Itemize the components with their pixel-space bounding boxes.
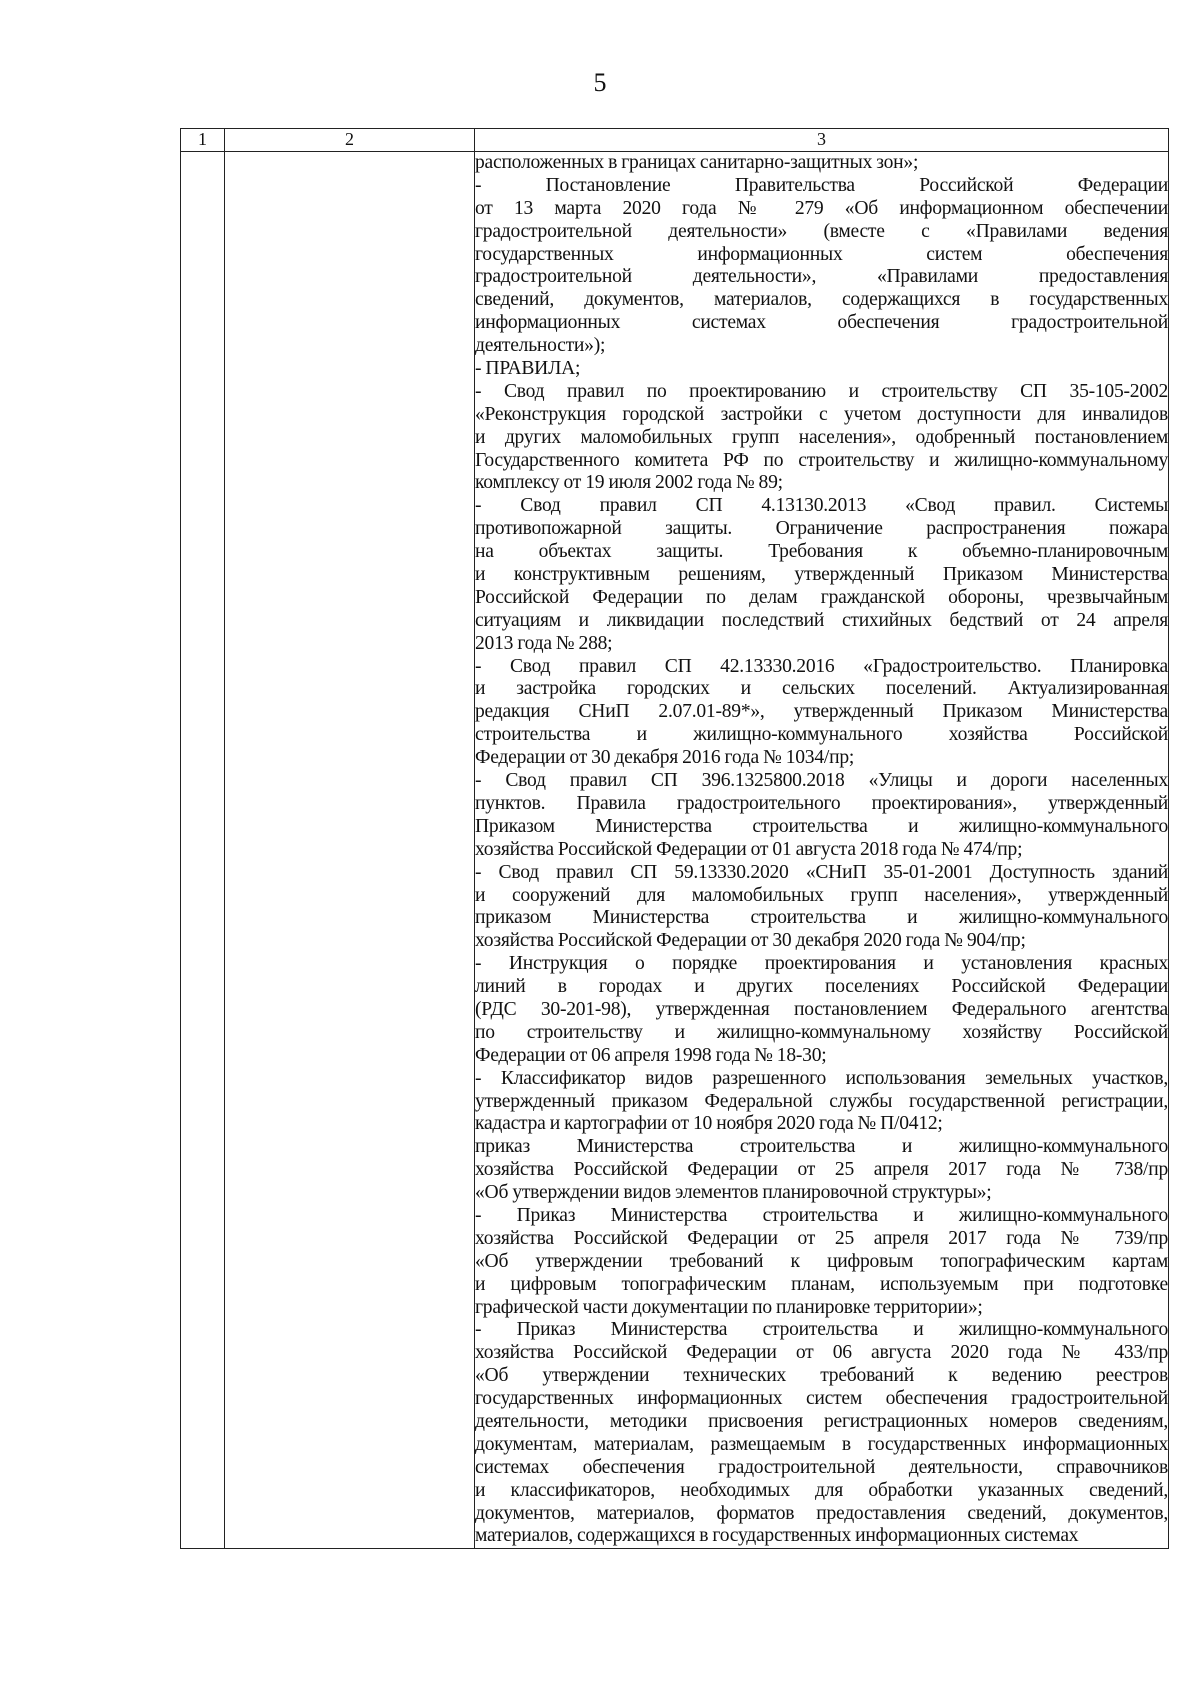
text-line: - Инструкция о порядке проектирования и установления красных	[475, 953, 1168, 975]
text-line: строительства и жилищно-коммунального хозяйства Российской	[475, 724, 1168, 746]
text-line: градостроительной деятельности», «Правилами предоставления	[475, 266, 1168, 288]
text-line: утвержденный приказом Федеральной службы государственной регистрации,	[475, 1090, 1168, 1112]
list-item	[475, 152, 1168, 175]
text-line: материалов, содержащихся в государственных информационных системах	[475, 1525, 1079, 1547]
regulations-list	[475, 152, 1168, 1548]
text-line: «Об утверждении требований к цифровым топографическим картам	[475, 1250, 1168, 1272]
list-item	[475, 1205, 1168, 1319]
text-line: и сооружений для маломобильных групп населения», утвержденный	[475, 884, 1168, 906]
list-item	[475, 175, 1168, 358]
text-line: документам, материалам, размещаемым в государственных информационных	[475, 1433, 1168, 1455]
text-line: - Свод правил по проектированию и строительству СП 35-105-2002	[475, 380, 1168, 402]
text-line: «Реконструкция городской застройки с учетом доступности для инвалидов	[475, 403, 1168, 425]
text-line: хозяйства Российской Федерации от 25 апреля 2017 года № 739/пр	[475, 1227, 1168, 1249]
list-item	[475, 770, 1168, 862]
text-line: кадастра и картографии от 10 ноября 2020 года № П/0412;	[475, 1113, 943, 1135]
text-line: - Свод правил СП 396.1325800.2018 «Улицы и дороги населенных	[475, 770, 1168, 792]
text-line: Российской Федерации по делам гражданской обороны, чрезвычайным	[475, 586, 1168, 608]
text-line: редакция СНиП 2.07.01-89*», утвержденный Приказом Министерства	[475, 701, 1168, 723]
text-line: Приказом Министерства строительства и жилищно-коммунального	[475, 815, 1168, 837]
text-line: 2013 года № 288;	[475, 632, 613, 654]
text-line: и конструктивным решениям, утвержденный Приказом Министерства	[475, 564, 1168, 586]
text-line: сведений, документов, материалов, содержащихся в государственных	[475, 289, 1168, 311]
list-item	[475, 656, 1168, 770]
list-item	[475, 862, 1168, 954]
text-line: Федерации от 06 апреля 1998 года № 18-30;	[475, 1044, 827, 1066]
text-line: хозяйства Российской Федерации от 06 августа 2020 года № 433/пр	[475, 1342, 1168, 1364]
column-2-cell	[225, 152, 475, 1549]
text-line: и других маломобильных групп населения», одобренный постановлением	[475, 426, 1168, 448]
text-line: графической части документации по планировке территории»;	[475, 1296, 983, 1318]
text-line: (РДС 30-201-98), утвержденная постановлением Федерального агентства	[475, 998, 1168, 1020]
text-line: системах обеспечения градостроительной деятельности, справочников	[475, 1456, 1168, 1478]
table-row	[181, 152, 1169, 1549]
text-line: - Приказ Министерства строительства и жилищно-коммунального	[475, 1204, 1168, 1226]
text-line: - Постановление Правительства Российской Федерации	[475, 174, 1168, 196]
text-line: комплексу от 19 июля 2002 года № 89;	[475, 472, 783, 494]
text-line: приказом Министерства строительства и жилищно-коммунального	[475, 907, 1168, 929]
text-line: противопожарной защиты. Ограничение распространения пожара	[475, 518, 1168, 540]
text-line: и застройка городских и сельских поселений. Актуализированная	[475, 678, 1168, 700]
text-line: государственных информационных систем обеспечения	[475, 243, 1168, 265]
list-item	[475, 1068, 1168, 1137]
text-line: пунктов. Правила градостроительного проектирования», утвержденный	[475, 792, 1168, 814]
text-line: на объектах защиты. Требования к объемно-планировочным	[475, 541, 1168, 563]
text-line: приказ Министерства строительства и жилищно-коммунального	[475, 1136, 1168, 1158]
text-line: хозяйства Российской Федерации от 25 апреля 2017 года № 738/пр	[475, 1159, 1168, 1181]
text-line: - Свод правил СП 4.13130.2013 «Свод правил. Системы	[475, 495, 1168, 517]
text-line: и классификаторов, необходимых для обработки указанных сведений,	[475, 1479, 1168, 1501]
list-item	[475, 1136, 1168, 1205]
text-line: «Об утверждении технических требований к ведению реестров	[475, 1365, 1168, 1387]
text-line: Государственного комитета РФ по строительству и жилищно-коммунальному	[475, 449, 1168, 471]
text-line: документов, материалов, форматов предоставления сведений, документов,	[475, 1502, 1168, 1524]
text-line: и цифровым топографическим планам, используемым при подготовке	[475, 1273, 1168, 1295]
text-line: «Об утверждении видов элементов планировочной структуры»;	[475, 1182, 992, 1204]
text-line: по строительству и жилищно-коммунальному хозяйству Российской	[475, 1021, 1168, 1043]
text-line: хозяйства Российской Федерации от 30 декабря 2020 года № 904/пр;	[475, 930, 1026, 952]
text-line: от 13 марта 2020 года № 279 «Об информационном обеспечении	[475, 197, 1168, 219]
text-line: градостроительной деятельности» (вместе с «Правилами ведения	[475, 220, 1168, 242]
column-3-cell	[475, 152, 1169, 1549]
text-line: Федерации от 30 декабря 2016 года № 1034/пр;	[475, 747, 855, 769]
table-header-row	[181, 129, 1169, 152]
text-line: - ПРАВИЛА;	[475, 358, 581, 380]
list-item	[475, 495, 1168, 655]
text-line: государственных информационных систем обеспечения градостроительной	[475, 1388, 1168, 1410]
text-line: информационных системах обеспечения градостроительной	[475, 312, 1168, 334]
list-item	[475, 381, 1168, 495]
text-line: деятельности, методики присвоения регистрационных номеров сведениям,	[475, 1410, 1168, 1432]
list-item	[475, 953, 1168, 1067]
text-line: деятельности»);	[475, 335, 606, 357]
list-item	[475, 1319, 1168, 1548]
list-item	[475, 358, 1168, 381]
text-line: - Классификатор видов разрешенного использования земельных участков,	[475, 1067, 1168, 1089]
text-line: расположенных в границах санитарно-защитных зон»;	[475, 152, 919, 173]
column-header-1: 1	[181, 129, 225, 152]
text-line: линий в городах и других поселениях Российской Федерации	[475, 976, 1168, 998]
document-table	[180, 128, 1169, 1549]
text-line: - Приказ Министерства строительства и жилищно-коммунального	[475, 1319, 1168, 1341]
text-line: - Свод правил СП 42.13330.2016 «Градостроительство. Планировка	[475, 655, 1168, 677]
text-line: ситуациям и ликвидации последствий стихийных бедствий от 24 апреля	[475, 609, 1168, 631]
text-line: - Свод правил СП 59.13330.2020 «СНиП 35-01-2001 Доступность зданий	[475, 861, 1168, 883]
column-header-3: 3	[475, 129, 1169, 152]
text-line: хозяйства Российской Федерации от 01 августа 2018 года № 474/пр;	[475, 838, 1023, 860]
column-header-2: 2	[225, 129, 475, 152]
column-1-cell	[181, 152, 225, 1549]
page-number: 5	[593, 68, 607, 97]
